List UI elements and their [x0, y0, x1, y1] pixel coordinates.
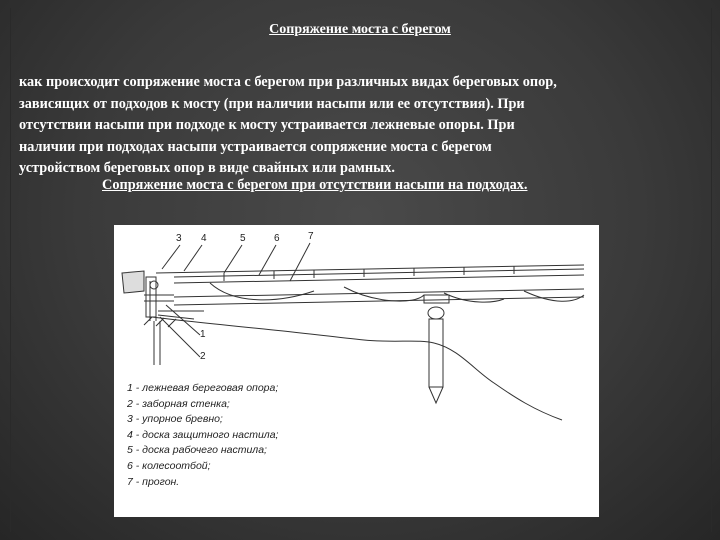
paragraph-line: как происходит сопряжение моста с берегом при различных видах береговых опор,	[19, 74, 557, 90]
callout-5: 5	[240, 233, 246, 244]
callout-6: 6	[274, 233, 280, 244]
leader-1	[166, 305, 200, 335]
girder-bottom	[174, 289, 584, 297]
paragraph-line: зависящих от подходов к мосту (при наличии насыпи или ее отсутствия). При	[19, 95, 525, 112]
slide-title-text: Сопряжение моста с берегом	[269, 22, 451, 37]
end-log	[150, 281, 158, 289]
girder-lower	[174, 297, 584, 305]
leader-2	[160, 317, 200, 357]
figure-heading: Сопряжение моста с берегом при отсутствии насыпи на подходах.	[102, 177, 528, 193]
callout-2: 2	[200, 351, 206, 362]
pile-head	[428, 307, 444, 319]
legend-item: 7 - прогон.	[127, 475, 180, 488]
leader-4	[184, 245, 202, 271]
legend-item: 4 - доска защитного настила;	[127, 428, 279, 441]
legend-item: 3 - упорное бревно;	[127, 413, 223, 426]
leader-3	[162, 245, 180, 269]
leader-7	[290, 243, 310, 281]
pile	[429, 319, 443, 387]
leader-5	[224, 245, 242, 273]
pile-tip	[429, 387, 443, 403]
body-paragraph	[19, 72, 709, 180]
legend-item: 2 - заборная стенка;	[127, 397, 230, 410]
deck-top	[156, 265, 584, 273]
figure-legend	[127, 381, 278, 490]
stone-fill	[122, 271, 144, 293]
callout-1: 1	[200, 329, 206, 340]
paragraph-line: наличии при подходах насыпи устраивается сопряжение моста с берегом	[19, 138, 492, 155]
legend-item: 1 - лежневая береговая опора;	[127, 382, 279, 394]
pile-cap	[424, 295, 449, 303]
slide-title	[0, 22, 720, 38]
callout-3: 3	[176, 233, 182, 244]
bridge-diagram	[114, 225, 599, 517]
paragraph-line: устройством береговых опор в виде свайных или рамных.	[19, 160, 395, 177]
callout-7: 7	[308, 231, 314, 242]
paragraph-line: отсутствии насыпи при подходе к мосту устраивается лежневые опоры. При	[19, 117, 515, 134]
legend-item: 5 - доска рабочего настила;	[127, 444, 267, 457]
legend-item: 6 - колесоотбой;	[127, 459, 211, 472]
callout-4: 4	[201, 233, 207, 244]
